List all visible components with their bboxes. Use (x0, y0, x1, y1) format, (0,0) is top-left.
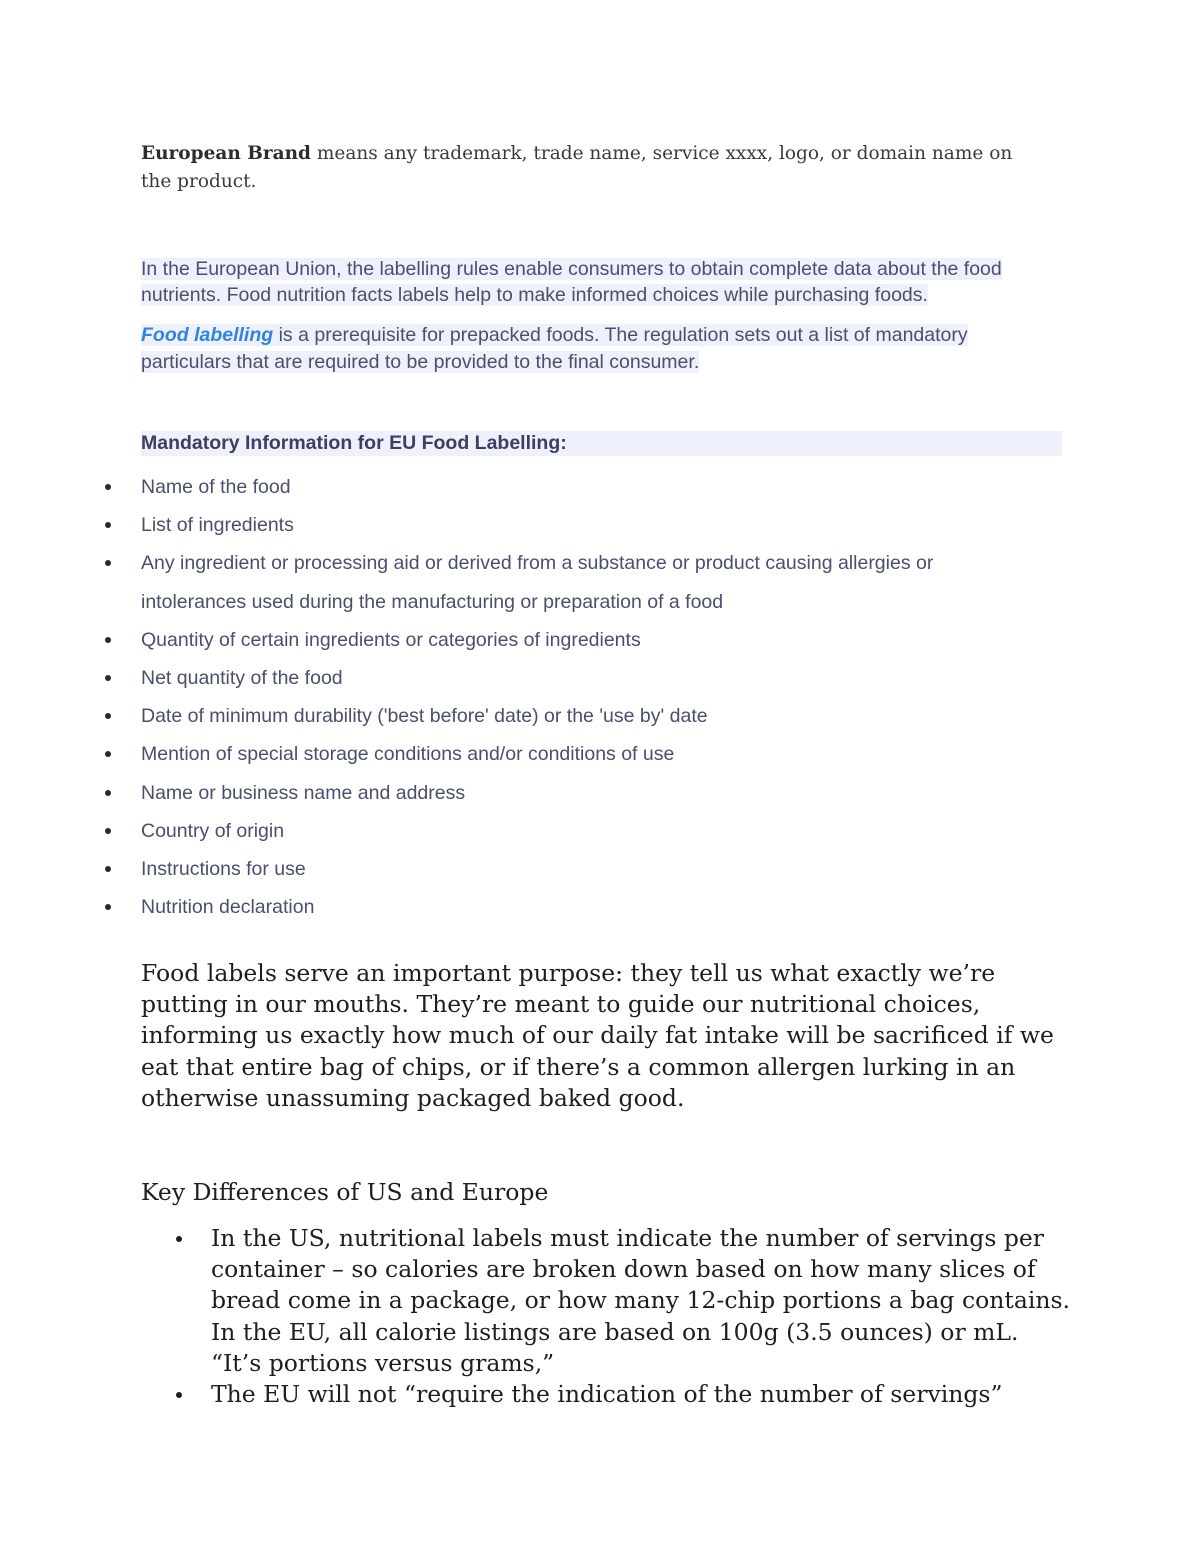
food-labelling-text: is a prerequisite for prepacked foods. The regulation sets out a list of mandatory particulars that are required to be provided to the final consumer. (141, 324, 968, 373)
list-item (141, 697, 1041, 735)
bullet-icon (105, 484, 111, 490)
bullet-icon (176, 1236, 182, 1242)
bullet-icon (105, 637, 111, 643)
bullet-icon (105, 675, 111, 681)
bullet-icon (105, 866, 111, 872)
list-item (211, 1223, 1071, 1379)
list-item (141, 659, 1041, 697)
mandatory-info-heading: Mandatory Information for EU Food Labelling: (141, 431, 1062, 456)
key-differences-heading: Key Differences of US and Europe (141, 1178, 549, 1206)
list-item (141, 774, 1041, 812)
list-item-text: Nutrition declaration (141, 896, 315, 919)
list-item-text: In the US, nutritional labels must indicate the number of servings per container – so calories are broken down based on how many slices of bread come in a package, or how many 12-chip portions a bag contains. In the EU, all calorie listings are based on 100g (3.5 ounces) or mL. “It’s portions versus grams,” (211, 1224, 1071, 1377)
list-item-text: Date of minimum durability ('best before' date) or the 'use by' date (141, 705, 708, 728)
bullet-icon (105, 751, 111, 757)
eu-labelling-paragraph (141, 256, 1053, 308)
list-item (141, 621, 1041, 659)
food-labelling-paragraph (141, 322, 1053, 376)
bullet-icon (105, 713, 111, 719)
bullet-icon (105, 522, 111, 528)
list-item-text: Net quantity of the food (141, 667, 343, 690)
mandatory-info-list (141, 468, 1041, 926)
food-labels-paragraph: Food labels serve an important purpose: they tell us what exactly we’re putting in our mouths. They’re meant to guide our nutritional choices, informing us exactly how much of our daily fat intake will be sacrificed if we eat that entire bag of chips, or if there’s a common allergen lurking in an otherwise unassuming packaged baked good. (141, 959, 1054, 1112)
list-item-text: Name of the food (141, 476, 291, 498)
list-item (141, 812, 1041, 850)
definition-term: European Brand (141, 143, 311, 164)
food-labelling-link[interactable]: Food labelling (141, 324, 274, 346)
list-item-text: Any ingredient or processing aid or derived from a substance or product causing allergies or intolerances used during the manufacturing or preparation of a food (141, 552, 934, 613)
list-item-text: Instructions for use (141, 858, 306, 881)
eu-labelling-text: In the European Union, the labelling rules enable consumers to obtain complete data about the food nutrients. Food nutrition facts labels help to make informed choices while purchasing foods. (141, 258, 1002, 306)
list-item-text: The EU will not “require the indication of the number of servings” (211, 1380, 1003, 1409)
list-item (141, 735, 1041, 773)
list-item (141, 468, 1041, 506)
list-item-text: Name or business name and address (141, 781, 466, 804)
bullet-icon (105, 560, 111, 566)
bullet-icon (105, 904, 111, 910)
bullet-icon (176, 1392, 182, 1398)
list-item-text: Mention of special storage conditions and/or conditions of use (141, 743, 675, 766)
list-item (141, 888, 1041, 926)
list-item-text: Country of origin (141, 819, 285, 842)
list-item (141, 544, 1041, 620)
bullet-icon (105, 790, 111, 796)
key-differences-list (211, 1223, 1071, 1410)
list-item-text: Quantity of certain ingredients or categories of ingredients (141, 628, 641, 651)
list-item (141, 506, 1041, 544)
list-item (211, 1379, 1071, 1410)
list-item-text: List of ingredients (141, 514, 294, 537)
bullet-icon (105, 828, 111, 834)
list-item (141, 850, 1041, 888)
definition-paragraph (141, 140, 1021, 196)
definition-text: means any trademark, trade name, service xxxx, logo, or domain name on the product. (141, 143, 1013, 192)
